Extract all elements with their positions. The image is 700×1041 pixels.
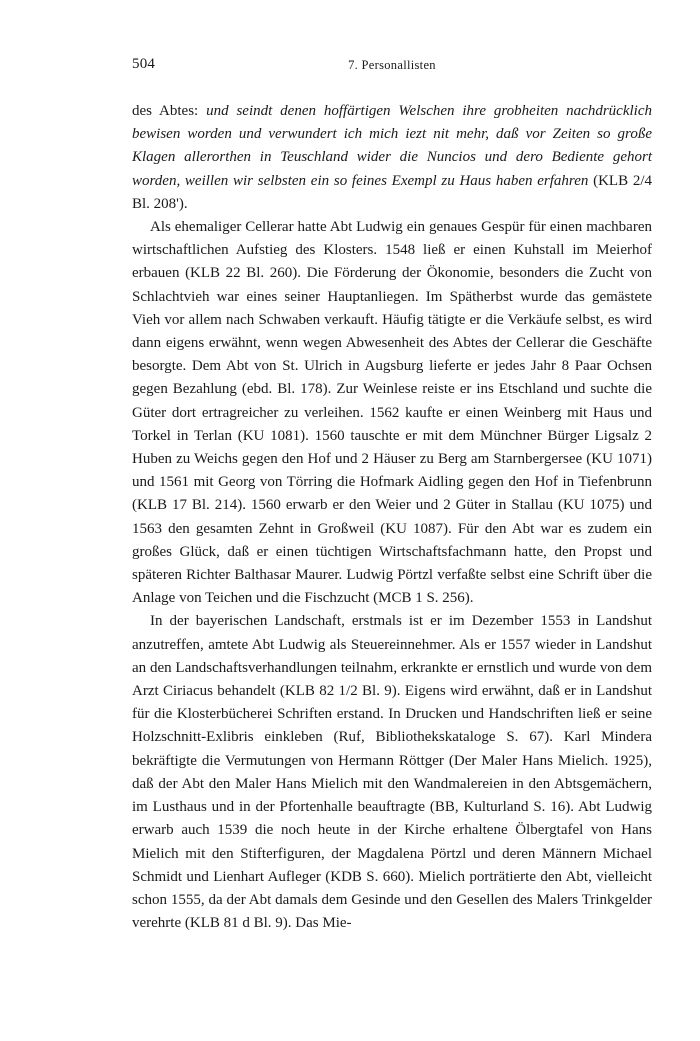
body-text xyxy=(132,100,652,935)
quotation: und seindt denen hoffärtigen Welschen ihre grobheiten nachdrücklich bewisen worden und verwundert ich mich iezt nit mehr, daß vor Zeiten so große Klagen allerorthen in Teuschland wider die Nuncios und dero Bediente gehort worden, weillen wir selbsten ein so feines Exempl zu Haus haben erfahren xyxy=(132,103,652,189)
paragraph-1-citation: (KLB 2/4 Bl. 208'). xyxy=(132,172,652,212)
page-number: 504 xyxy=(132,56,156,72)
running-head: 7. Personallisten xyxy=(348,58,436,72)
page-header xyxy=(132,56,652,80)
paragraph-1 xyxy=(132,100,652,216)
paragraph-3: In der bayerischen Landschaft, erstmals ist er im Dezember 1553 in Landshut anzutreffen, amtete Abt Ludwig als Steuereinnehmer. Als er 1557 wieder in Landshut an den Landschaftsverhandlungen teilnahm, erkrankte er ernstlich und wurde von dem Arzt Ciriacus behandelt (KLB 82 1/2 Bl. 9). Eigens wird erwähnt, daß er in Landshut für die Klosterbücherei Schriften erstand. In Drucken und Handschriften ließ er seine Holzschnitt-Exlibris einkleben (Ruf, Bibliothekskataloge S. 67). Karl Mindera bekräftigte die Vermutungen von Hermann Röttger (Der Maler Hans Mielich. 1925), daß der Abt den Maler Hans Mielich mit den Wandmalereien in den Abtsgemächern, im Lusthaus und in der Pfortenhalle beauftragte (BB, Kulturland S. 16). Abt Ludwig erwarb auch 1539 die noch heute in der Kirche erhaltene Ölbergtafel von Hans Mielich mit den Stifterfiguren, der Magdalena Pörtzl und deren Männern Michael Schmidt und Lienhart Aufleger (KDB S. 660). Mielich porträtierte den Abt, vielleicht schon 1555, da der Abt damals dem Gesinde und den Gesellen des Malers Trinkgelder verehrte (KLB 81 d Bl. 9). Das Mie- xyxy=(132,613,652,932)
paragraph-1-lead: des Abtes: xyxy=(132,103,207,119)
paragraph-2: Als ehemaliger Cellerar hatte Abt Ludwig ein genaues Gespür für einen machbaren wirtschaftlichen Aufstieg des Klosters. 1548 ließ er einen Kuhstall im Meierhof erbauen (KLB 22 Bl. 260). Die Förderung der Ökonomie, besonders die Zucht von Schlachtvieh war eines seiner Hauptanliegen. Im Spätherbst wurde das gemästete Vieh vor allem nach Schwaben verkauft. Häufig tätigte er die Verkäufe selbst, es wird dann eigens erwähnt, wenn wegen Abwesenheit des Abtes der Cellerar die Geschäfte besorgte. Dem Abt von St. Ulrich in Augsburg lieferte er jedes Jahr 8 Paar Ochsen gegen Bezahlung (ebd. Bl. 178). Zur Weinlese reiste er ins Etschland und suchte die Güter dort ertragreicher zu verleihen. 1562 kaufte er einen Weinberg mit Haus und Torkel in Terlan (KU 1081). 1560 tauschte er mit dem Münchner Bürger Ligsalz 2 Huben zu Weichs gegen den Hof und 2 Häuser zu Berg am Starnbergersee (KU 1071) und 1561 mit Georg von Törring die Hofmark Aidling gegen den Hof in Tiefenbrunn (KLB 17 Bl. 214). 1560 erwarb er den Weier und 2 Güter in Stallau (KU 1075) und 1563 den gesamten Zehnt in Großweil (KU 1087). Für den Abt war es zudem ein großes Glück, daß er einen tüchtigen Wirtschaftsfachmann hatte, den Propst und späteren Richter Balthasar Maurer. Ludwig Pörtzl verfaßte selbst eine Schrift über die Anlage von Teichen und die Fischzucht (MCB 1 S. 256). xyxy=(132,219,652,607)
